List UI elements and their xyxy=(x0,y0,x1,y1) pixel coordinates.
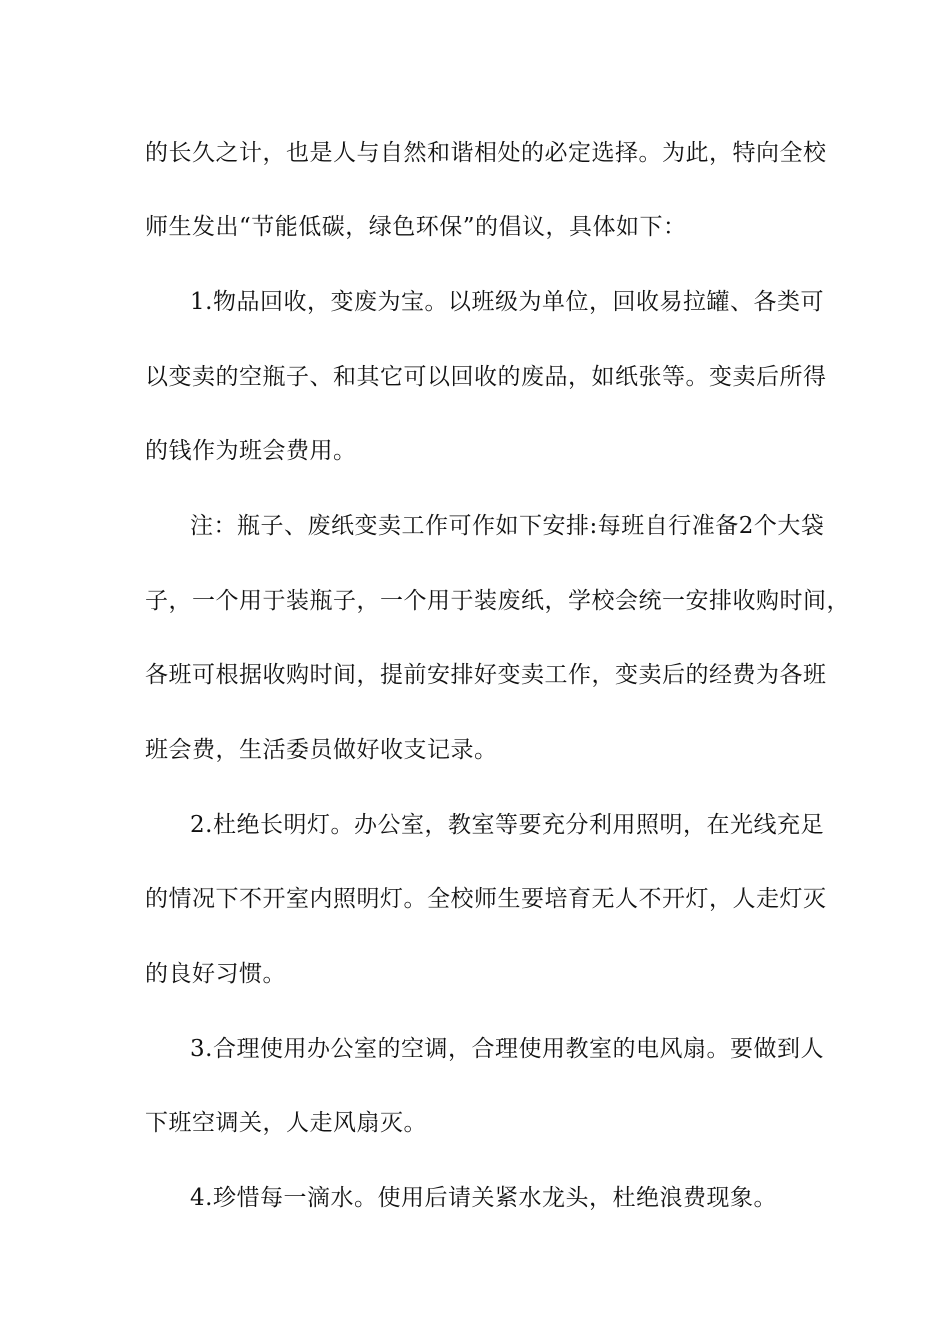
text-line: 4.珍惜每一滴水。使用后请关紧水龙头，杜绝浪费现象。 xyxy=(190,1185,777,1211)
text-line: 各班可根据收购时间，提前安排好变卖工作，变卖后的经费为各班 xyxy=(145,662,827,688)
text-line: 的情况下不开室内照明灯。全校师生要培育无人不开灯，人走灯灭 xyxy=(145,886,827,912)
text-line: 注：瓶子、废纸变卖工作可作如下安排:每班自行准备2个大袋 xyxy=(190,513,825,539)
text-line: 的良好习惯。 xyxy=(145,961,286,987)
text-line: 1.物品回收，变废为宝。以班级为单位，回收易拉罐、各类可 xyxy=(190,289,824,315)
text-line: 的长久之计，也是人与自然和谐相处的必定选择。为此，特向全校 xyxy=(145,140,827,166)
text-line: 班会费，生活委员做好收支记录。 xyxy=(145,737,498,763)
text-line: 2.杜绝长明灯。办公室，教室等要充分利用照明，在光线充足 xyxy=(190,812,824,838)
text-line: 的钱作为班会费用。 xyxy=(145,438,357,464)
text-line: 子，一个用于装瓶子，一个用于装废纸，学校会统一安排收购时间， xyxy=(145,588,850,614)
text-line: 3.合理使用办公室的空调，合理使用教室的电风扇。要做到人 xyxy=(190,1036,824,1062)
text-line: 以变卖的空瓶子、和其它可以回收的废品，如纸张等。变卖后所得 xyxy=(145,364,827,390)
text-line: 师生发出“节能低碳，绿色环保”的倡议，具体如下： xyxy=(145,214,687,240)
text-line: 下班空调关，人走风扇灭。 xyxy=(145,1110,427,1136)
